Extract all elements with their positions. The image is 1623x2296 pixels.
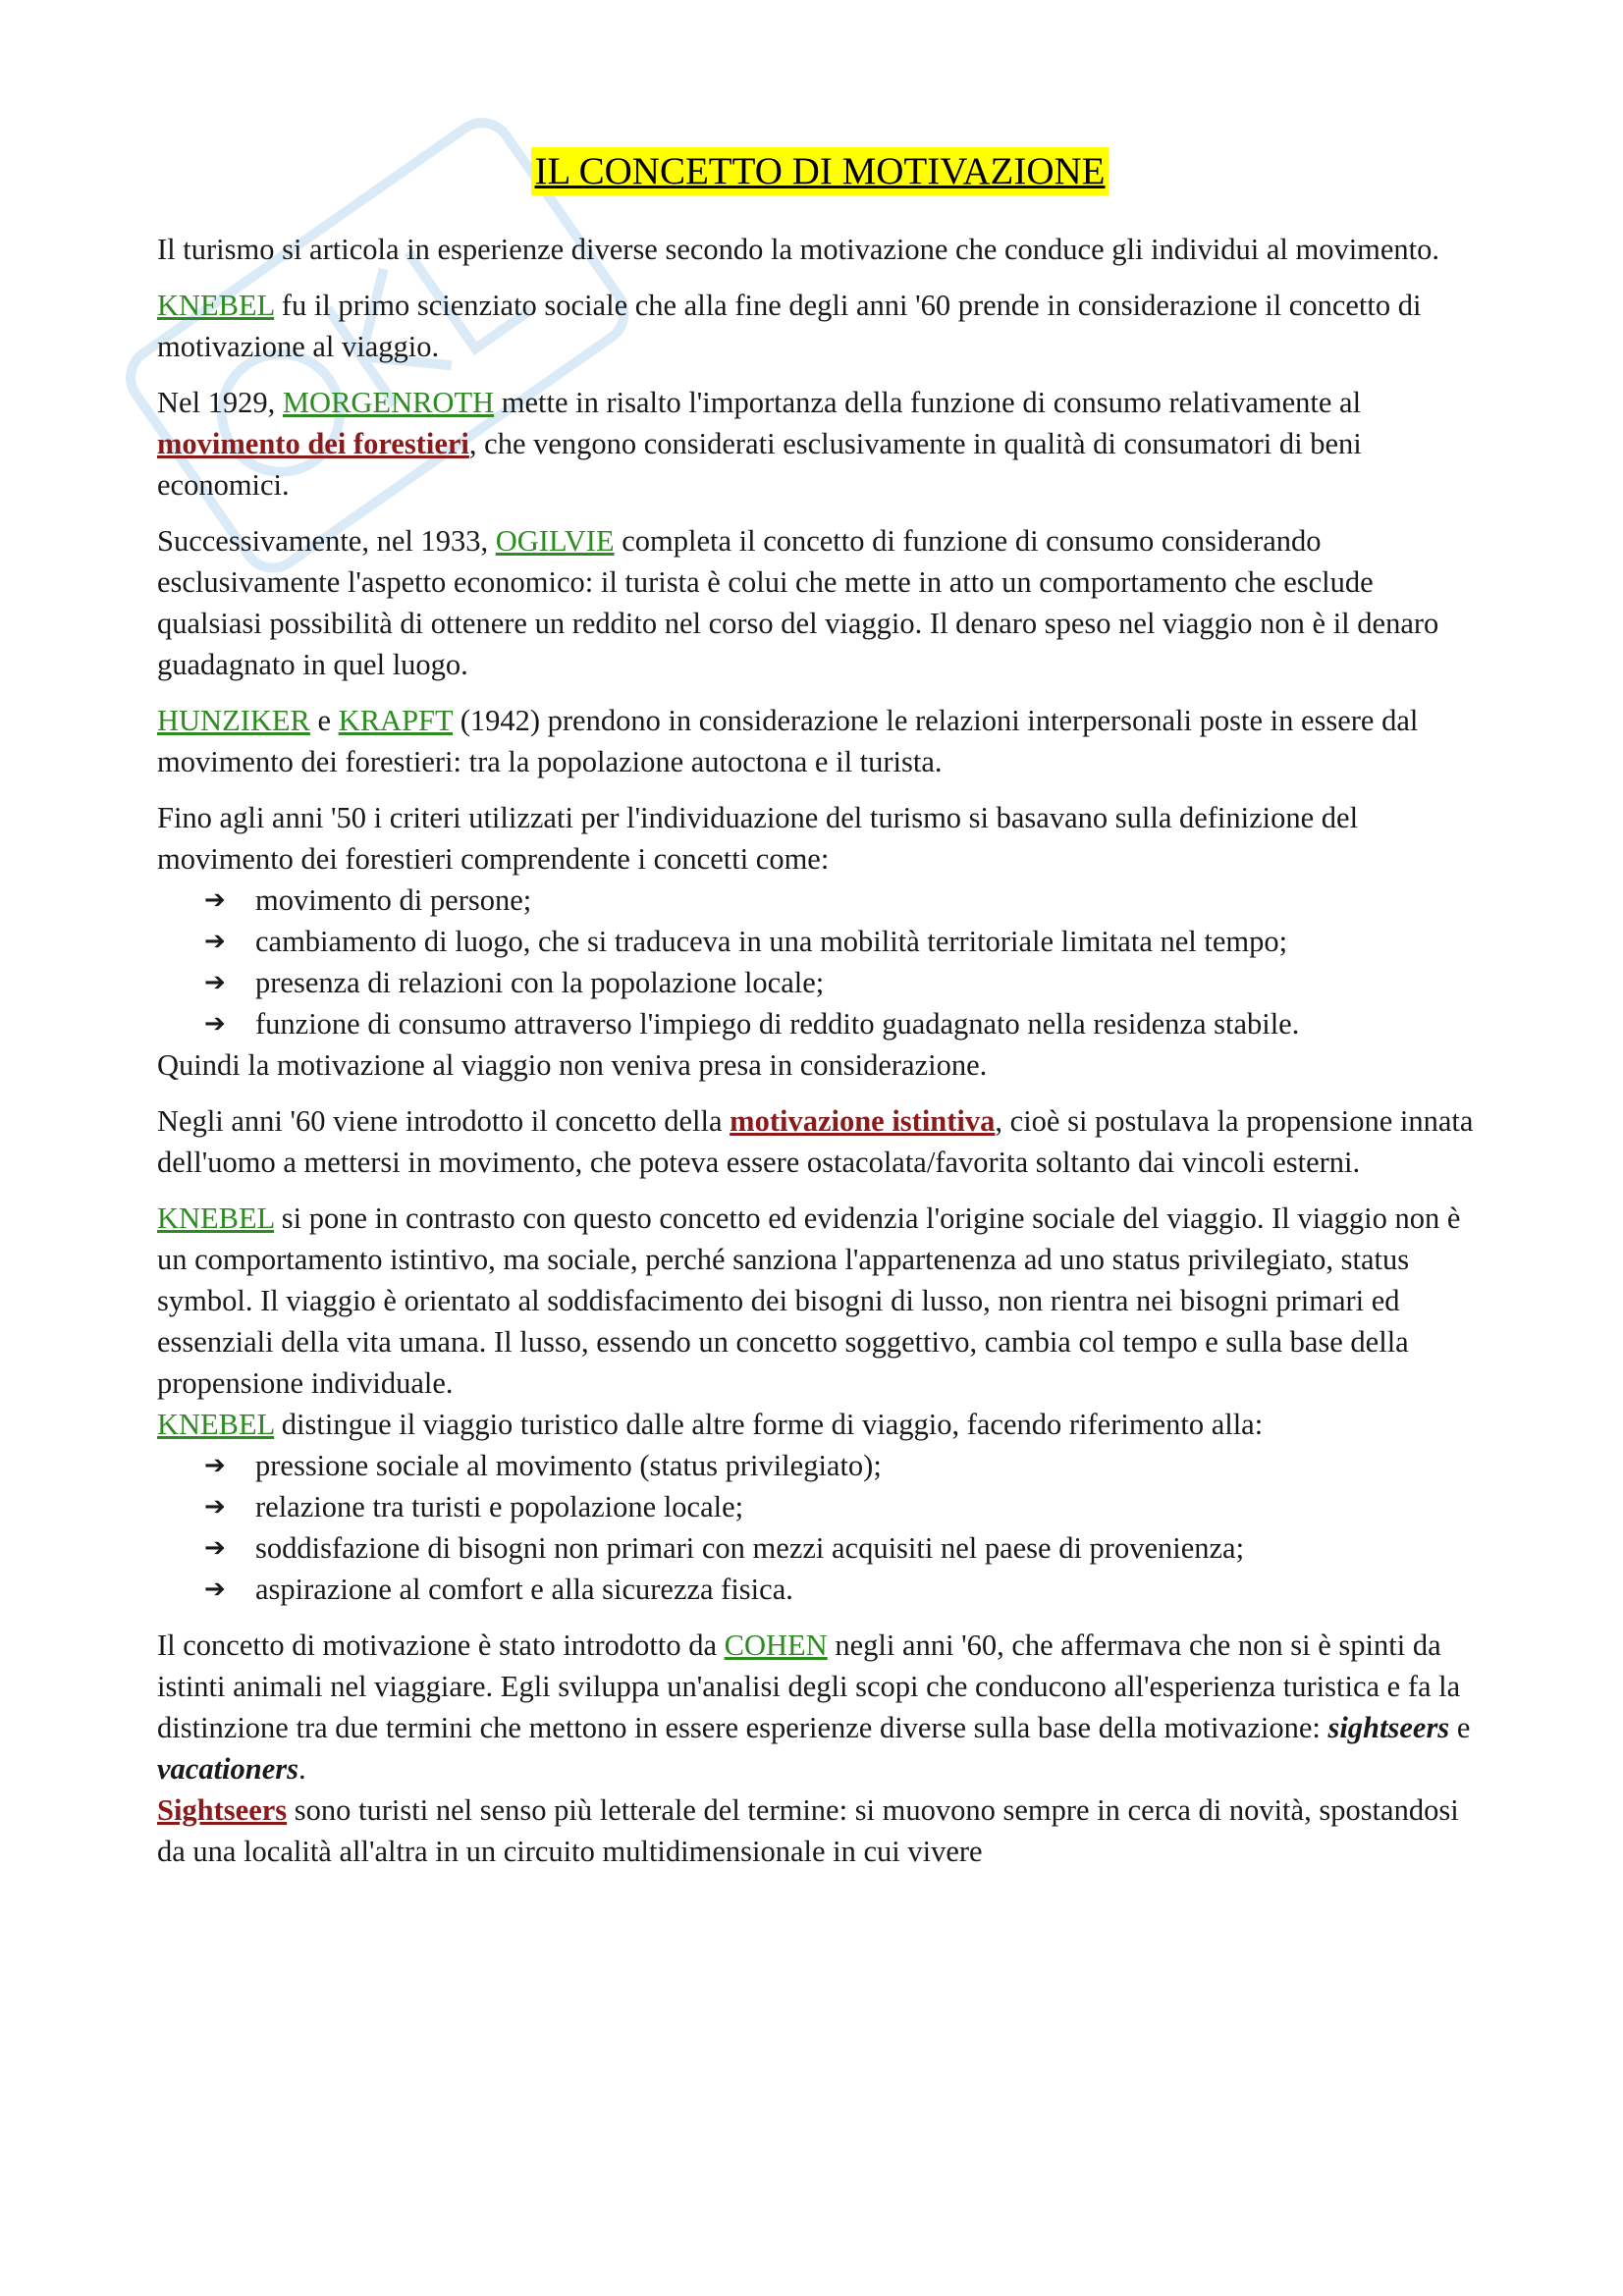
term-movimento-forestieri: movimento dei forestieri <box>157 427 469 460</box>
term-sightseers: sightseers <box>1327 1711 1450 1744</box>
paragraph-text: completa il concetto di funzione di consumo considerando esclusivamente l'aspetto economico: il turista è colui che mette in atto un comportamento che esclude qualsiasi possibilità di ottenere un reddito nel corso del viaggio. Il denaro speso nel viaggio non è il denaro guadagnato in quel luogo. <box>157 524 1439 681</box>
list-item <box>157 880 1483 921</box>
paragraph-knebel-2 <box>157 1198 1483 1404</box>
arrow-right-icon: ➔ <box>204 1451 226 1480</box>
name-morgenroth: MORGENROTH <box>282 386 495 419</box>
name-hunziker: HUNZIKER <box>157 704 310 737</box>
paragraph-ogilvie <box>157 520 1483 685</box>
criteria-list <box>157 880 1483 1044</box>
name-knebel: KNEBEL <box>157 289 275 322</box>
list-item <box>157 1003 1483 1044</box>
list-item <box>157 921 1483 962</box>
paragraph-morgenroth <box>157 382 1483 506</box>
paragraph-text: e <box>309 704 339 737</box>
list-item-text: presenza di relazioni con la popolazione locale; <box>255 966 825 999</box>
paragraph-text: Negli anni '60 viene introdotto il concetto della <box>157 1104 730 1138</box>
name-knebel: KNEBEL <box>157 1408 275 1441</box>
name-ogilvie: OGILVIE <box>495 524 615 558</box>
list-item <box>157 962 1483 1003</box>
paragraph-text: si pone in contrasto con questo concetto ed evidenzia l'origine sociale del viaggio. Il viaggio non è un comportamento istintivo, ma sociale, perché sanziona l'appartenenza ad uno status privilegiato, status symbol. Il viaggio è orientato al soddisfacimento dei bisogni di lusso, non rientra nei bisogni primari ed essenziali della vita umana. Il lusso, essendo un concetto soggettivo, cambia col tempo e sulla base della propensione individuale. <box>157 1201 1461 1400</box>
paragraph-criteri <box>157 797 1483 880</box>
term-motivazione-istintiva: motivazione istintiva <box>730 1104 996 1138</box>
list-item-text: soddisfazione di bisogni non primari con mezzi acquisiti nel paese di provenienza; <box>255 1531 1245 1565</box>
paragraph-motivazione-istintiva <box>157 1100 1483 1183</box>
paragraph-text: e <box>1449 1711 1471 1744</box>
paragraph-knebel-1 <box>157 285 1483 367</box>
name-knebel: KNEBEL <box>157 1201 275 1235</box>
list-item-text: cambiamento di luogo, che si traduceva in una mobilità territoriale limitata nel tempo; <box>255 925 1288 958</box>
list-item <box>157 1569 1483 1610</box>
term-sightseers-heading: Sightseers <box>157 1793 288 1827</box>
list-item <box>157 1486 1483 1527</box>
paragraph-sightseers <box>157 1789 1483 1872</box>
paragraph-text: mette in risalto l'importanza della funzione di consumo relativamente al <box>494 386 1362 419</box>
name-cohen: COHEN <box>724 1629 828 1662</box>
arrow-right-icon: ➔ <box>204 927 226 956</box>
list-item-text: movimento di persone; <box>255 883 532 917</box>
paragraph-text: negli anni '60, che affermava che non si è spinti da istinti animali nel viaggiare. Egli sviluppa un'analisi degli scopi che conducono all'esperienza turistica e fa la distinzione tra due termini che mettono in essere esperienze diverse sulla base della motivazione: <box>157 1629 1461 1744</box>
name-krapft: KRAPFT <box>338 704 454 737</box>
page-title: IL CONCETTO DI MOTIVAZIONE <box>531 147 1109 195</box>
paragraph-text: (1942) prendono in considerazione le relazioni interpersonali poste in essere dal movimento dei forestieri: tra la popolazione autoctona e il turista. <box>157 704 1419 778</box>
paragraph-hunziker-krapft <box>157 700 1483 782</box>
list-item <box>157 1445 1483 1486</box>
paragraph-text: Fino agli anni '50 i criteri utilizzati per l'individuazione del turismo si basavano sulla definizione del movimento dei forestieri comprendente i concetti come: <box>157 801 1359 876</box>
knebel-list <box>157 1445 1483 1610</box>
arrow-right-icon: ➔ <box>204 1533 226 1563</box>
paragraph-text: sono turisti nel senso più letterale del termine: si muovono sempre in cerca di novità, spostandosi da una località all'altra in un circuito multidimensionale in cui vivere <box>157 1793 1459 1868</box>
paragraph-text: Successivamente, nel 1933, <box>157 524 496 558</box>
list-item-text: pressione sociale al movimento (status privilegiato); <box>255 1449 882 1482</box>
paragraph-text: Il concetto di motivazione è stato introdotto da <box>157 1629 725 1662</box>
arrow-right-icon: ➔ <box>204 1575 226 1604</box>
paragraph-text: , cioè si postulava la propensione innata dell'uomo a mettersi in movimento, che poteva essere ostacolata/favorita soltanto dai vincoli esterni. <box>157 1104 1474 1179</box>
paragraph-text: fu il primo scienziato sociale che alla fine degli anni '60 prende in considerazione il concetto di motivazione al viaggio. <box>157 289 1422 363</box>
paragraph-text: distingue il viaggio turistico dalle altre forme di viaggio, facendo riferimento alla: <box>274 1408 1264 1441</box>
list-item <box>157 1527 1483 1569</box>
arrow-right-icon: ➔ <box>204 885 226 915</box>
paragraph-text: . <box>298 1752 306 1786</box>
paragraph-text: , che vengono considerati esclusivamente in qualità di consumatori di beni economici. <box>157 427 1362 502</box>
paragraph-cohen <box>157 1625 1483 1789</box>
list-item-text: relazione tra turisti e popolazione locale; <box>255 1490 744 1523</box>
arrow-right-icon: ➔ <box>204 1492 226 1522</box>
paragraph-quindi <box>157 1044 1483 1086</box>
list-item-text: funzione di consumo attraverso l'impiego di reddito guadagnato nella residenza stabile. <box>255 1007 1300 1041</box>
arrow-right-icon: ➔ <box>204 1009 226 1039</box>
term-vacationers: vacationers <box>157 1752 299 1786</box>
paragraph-text: Nel 1929, <box>157 386 283 419</box>
paragraph-intro <box>157 229 1483 270</box>
document-page <box>157 147 1483 1872</box>
paragraph-text: Quindi la motivazione al viaggio non veniva presa in considerazione. <box>157 1048 988 1082</box>
arrow-right-icon: ➔ <box>204 968 226 997</box>
paragraph-knebel-3 <box>157 1404 1483 1445</box>
paragraph-text: Il turismo si articola in esperienze diverse secondo la motivazione che conduce gli individui al movimento. <box>157 233 1440 266</box>
list-item-text: aspirazione al comfort e alla sicurezza fisica. <box>255 1573 793 1606</box>
